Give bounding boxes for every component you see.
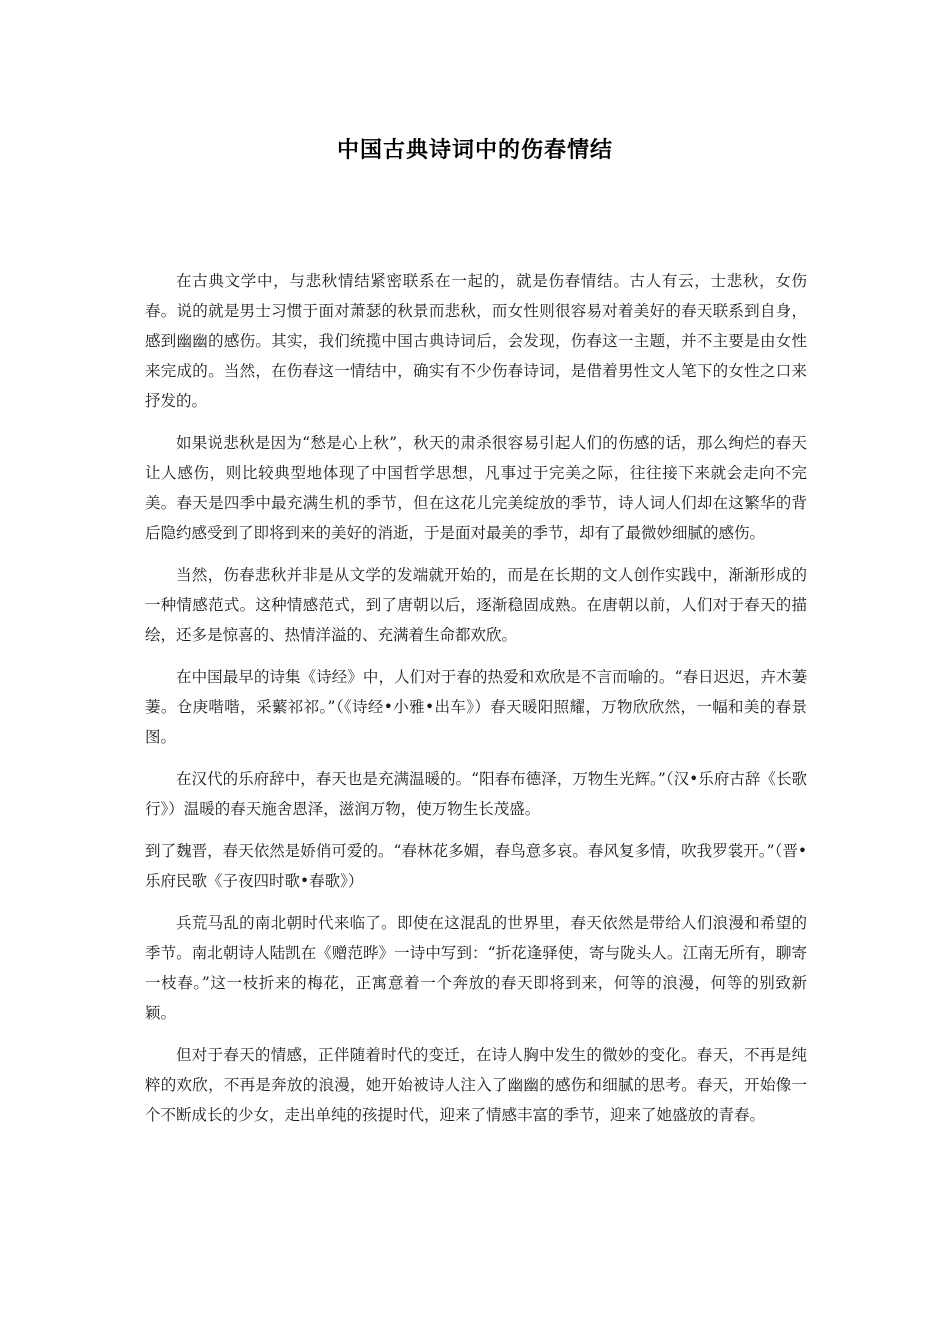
document-title: 中国古典诗词中的伤春情结 bbox=[336, 137, 613, 163]
paragraph: 当然，伤春悲秋并非是从文学的发端就开始的，而是在长期的文人创作实践中，渐渐形成的一种情感范式。这种情感范式，到了唐朝以后，逐渐稳固成熟。在唐朝以前，人们对于春天的描绘，还多是惊喜的、热情洋溢的、充满着生命都欢欣。 bbox=[145, 566, 807, 644]
document-body bbox=[145, 266, 807, 1142]
paragraph: 到了魏晋，春天依然是娇俏可爱的。“春林花多媚，春鸟意多哀。春风复多情，吹我罗裳开。”（晋•乐府民歌《子夜四时歌•春歌》） bbox=[145, 842, 807, 890]
paragraph: 但对于春天的情感，正伴随着时代的变迁，在诗人胸中发生的微妙的变化。春天，不再是纯粹的欢欣，不再是奔放的浪漫，她开始被诗人注入了幽幽的感伤和细腻的思考。春天，开始像一个不断成长的少女，走出单纯的孩提时代，迎来了情感丰富的季节，迎来了她盛放的青春。 bbox=[145, 1046, 807, 1124]
paragraph: 在古典文学中，与悲秋情结紧密联系在一起的，就是伤春情结。古人有云，士悲秋，女伤春。说的就是男士习惯于面对萧瑟的秋景而悲秋，而女性则很容易对着美好的春天联系到自身，感到幽幽的感伤。其实，我们统揽中国古典诗词后，会发现，伤春这一主题，并不主要是由女性来完成的。当然，在伤春这一情结中，确实有不少伤春诗词，是借着男性文人笔下的女性之口来抒发的。 bbox=[145, 272, 807, 410]
paragraph: 如果说悲秋是因为“愁是心上秋”，秋天的肃杀很容易引起人们的伤感的话，那么绚烂的春天让人感伤，则比较典型地体现了中国哲学思想，凡事过于完美之际，往往接下来就会走向不完美。春天是四季中最充满生机的季节，但在这花儿完美绽放的季节，诗人词人们却在这繁华的背后隐约感受到了即将到来的美好的消逝，于是面对最美的季节，却有了最微妙细腻的感伤。 bbox=[145, 434, 807, 542]
paragraph: 兵荒马乱的南北朝时代来临了。即使在这混乱的世界里，春天依然是带给人们浪漫和希望的季节。南北朝诗人陆凯在《赠范晔》一诗中写到：“折花逢驿使，寄与陇头人。江南无所有，聊寄一枝春。”这一枝折来的梅花，正寓意着一个奔放的春天即将到来，何等的浪漫，何等的别致新颖。 bbox=[145, 914, 807, 1022]
paragraph: 在汉代的乐府辞中，春天也是充满温暖的。“阳春布德泽，万物生光辉。”（汉•乐府古辞《长歌行》）温暖的春天施舍恩泽，滋润万物，使万物生长茂盛。 bbox=[145, 770, 807, 818]
paragraph: 在中国最早的诗集《诗经》中，人们对于春的热爱和欢欣是不言而喻的。“春日迟迟，卉木萋萋。仓庚喈喈，采蘩祁祁。”（《诗经•小雅•出车》）春天暖阳照耀，万物欣欣然，一幅和美的春景图。 bbox=[145, 668, 807, 746]
